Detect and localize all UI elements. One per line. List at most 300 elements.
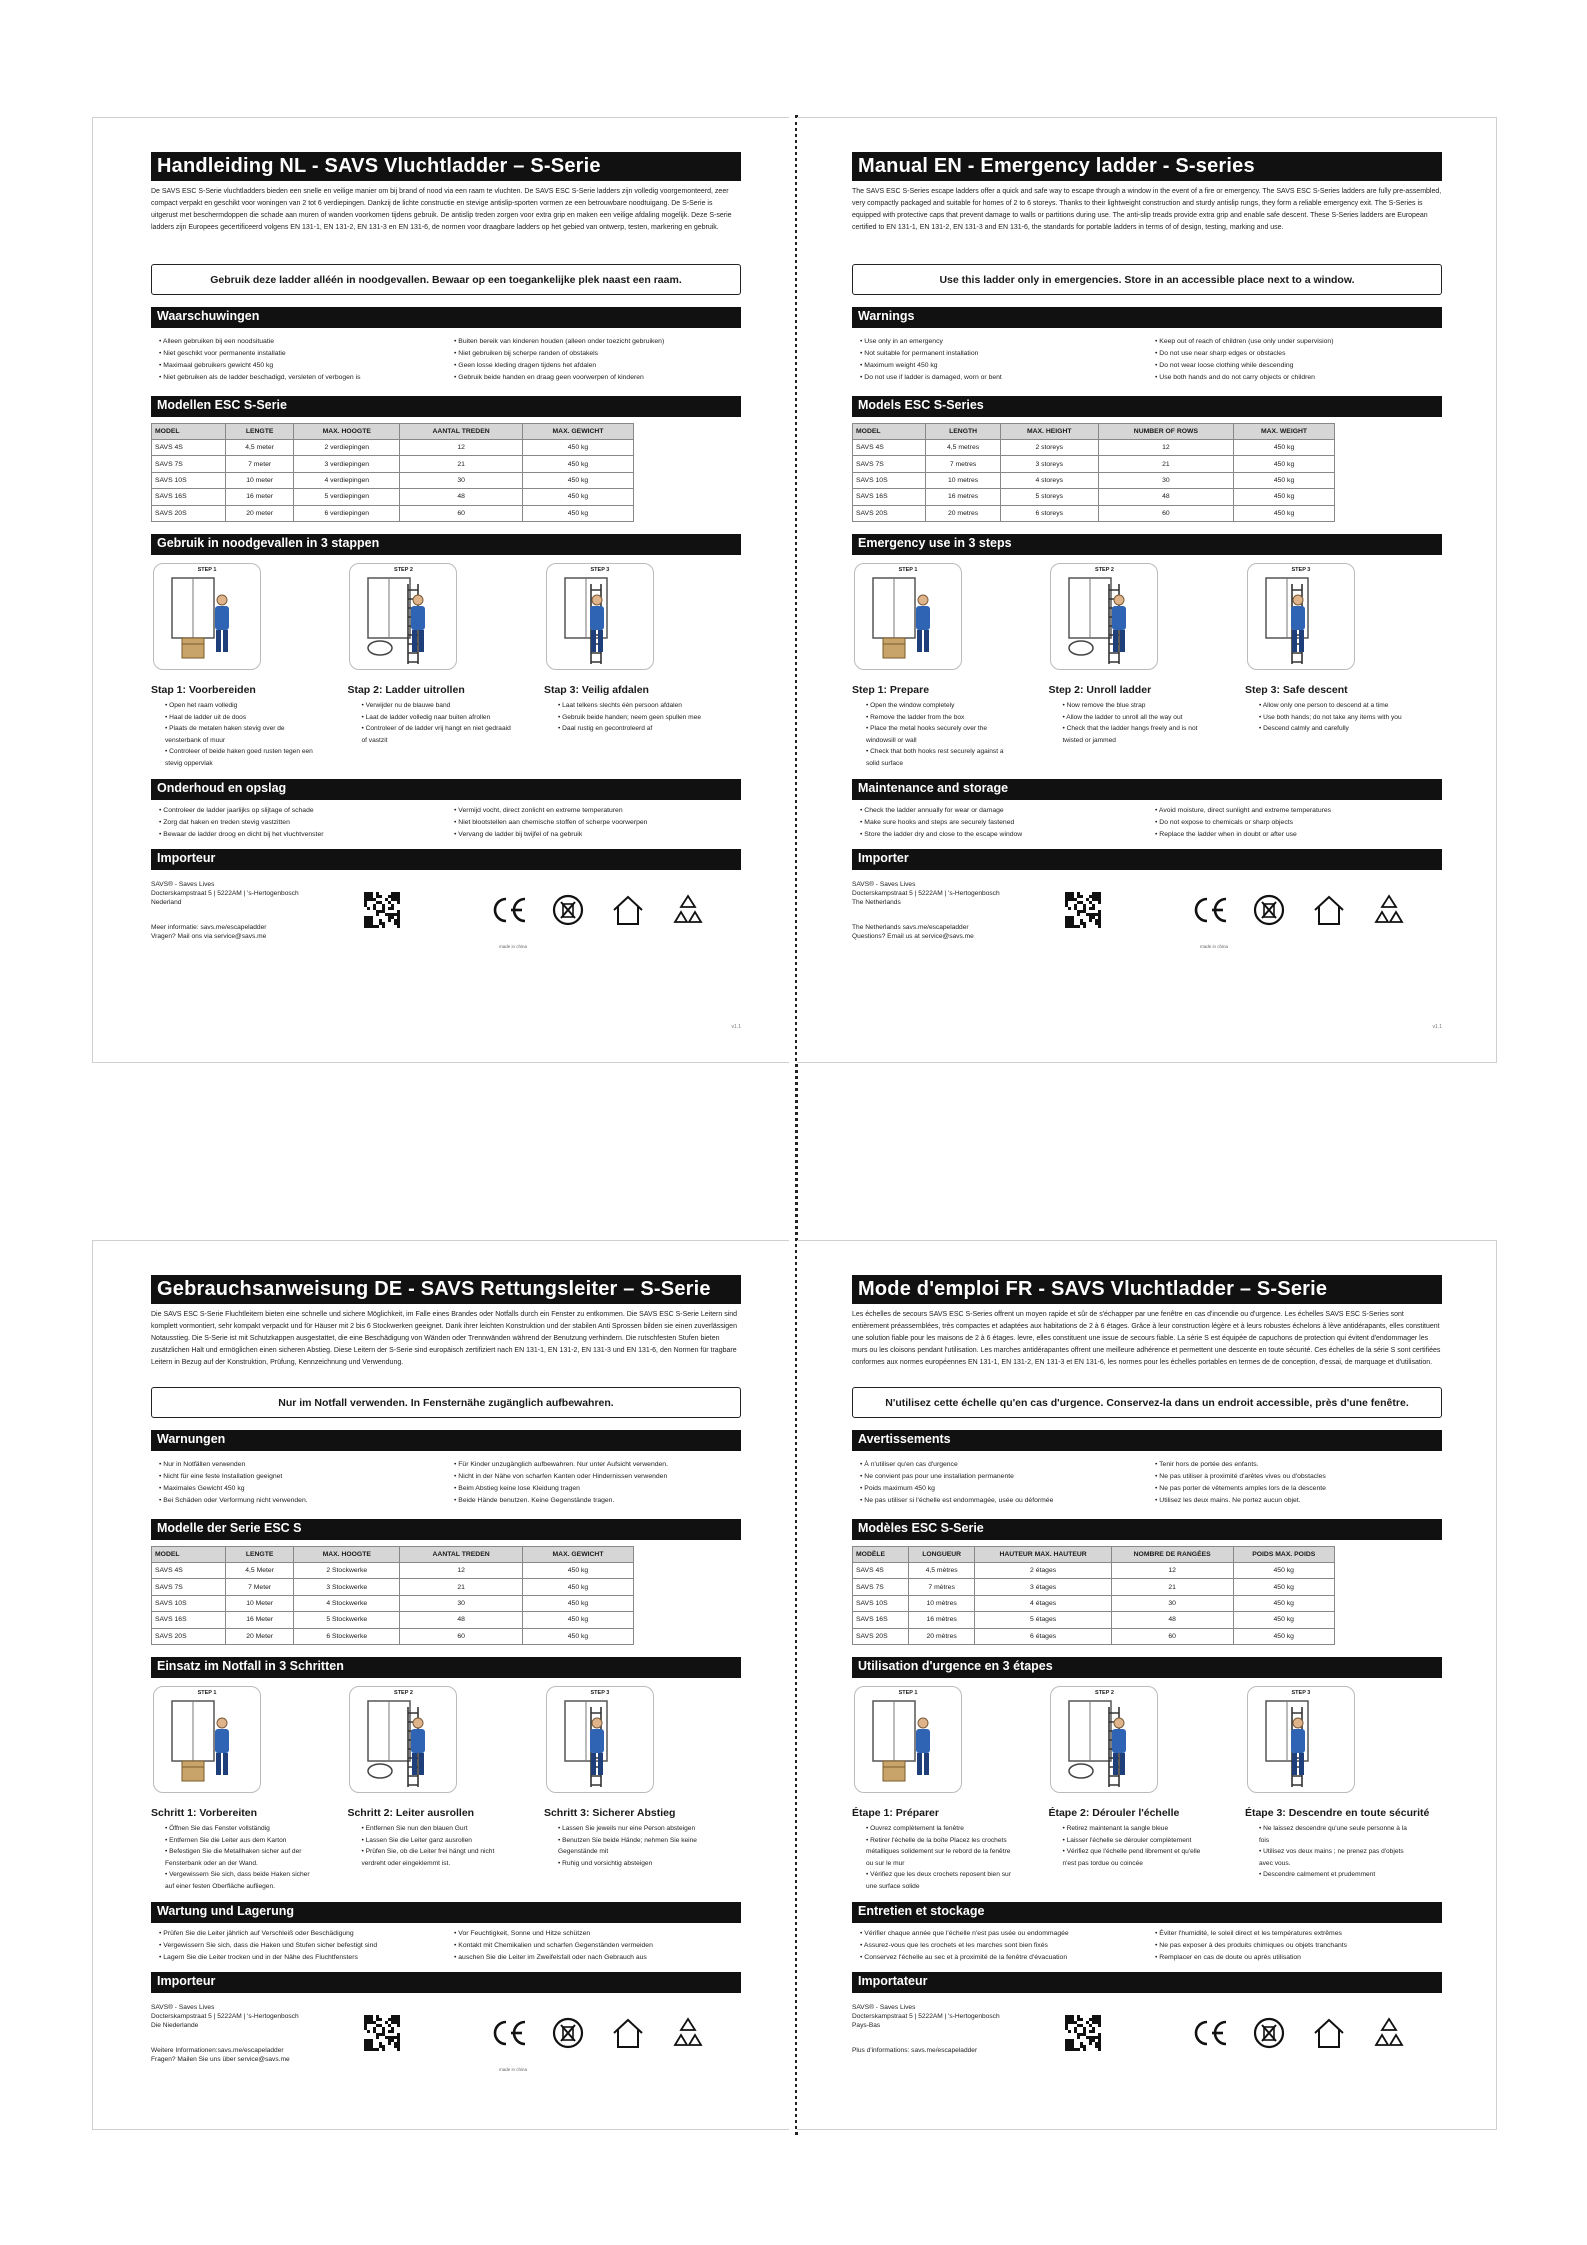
list-item: • Poids maximum 450 kg: [860, 1483, 1147, 1495]
models-heading: Modellen ESC S-Serie: [151, 396, 741, 417]
page-title: Gebrauchsanweisung DE - SAVS Rettungsleiter – S-Serie: [151, 1275, 741, 1304]
table-cell: SAVS 4S: [152, 440, 226, 456]
notice-box: Nur im Notfall verwenden. In Fensternähe zugänglich aufbewahren.: [151, 1387, 741, 1418]
table-header: MAX. GEWICHT: [522, 1547, 633, 1563]
table-cell: SAVS 4S: [853, 1563, 909, 1579]
step-instruction: • Prüfen Sie, ob die Leiter frei hängt und nicht verdreht oder eingeklemmt ist.: [361, 1846, 511, 1869]
step-title: Step 1: Prepare: [852, 683, 930, 696]
table-row: [853, 1563, 1335, 1579]
step-instruction: • Use both hands; do not take any items with you: [1259, 712, 1409, 724]
step-number-label: STEP 2: [394, 566, 413, 573]
step-number-label: STEP 1: [898, 566, 918, 573]
made-in-label: made in china: [499, 2066, 528, 2072]
table-cell: 16 Meter: [225, 1612, 293, 1628]
table-cell: 450 kg: [1233, 1612, 1335, 1628]
table-row: [853, 456, 1335, 472]
step-instruction: • Ruhig und vorsichtig absteigen: [558, 1858, 708, 1870]
table-cell: 10 mètres: [908, 1595, 974, 1611]
list-item: • Zorg dat haken en treden stevig vastzitten: [159, 817, 446, 829]
table-cell: 48: [1111, 1612, 1233, 1628]
list-item: • Maximaal gebruikers gewicht 450 kg: [159, 360, 446, 372]
table-cell: 450 kg: [1234, 440, 1335, 456]
text-line: SAVS® - Saves Lives: [151, 2003, 215, 2011]
page-title: Handleiding NL - SAVS Vluchtladder – S-Serie: [151, 152, 741, 181]
list-item: • Bewaar de ladder droog en dicht bij het vluchtvenster: [159, 829, 446, 841]
recycle-icon: [1370, 892, 1408, 928]
intro-text: Les échelles de secours SAVS ESC S-Series offrent un moyen rapide et sûr de s'échapper par une fenêtre en cas d'incendie ou d'urgence. Les échelles SAVS ESC S-Series sont entièrement préassemblées, très compactes et adaptées aux habitations de 2 à 6 étages. Grâce à leur construction légère et à leurs robustes échelons à lève antidérapants, elles constituent une solution fiable pour les maisons de 2 à 6 étages. levre, elles constituent une issue de secours fiable. La série S est équipée de capuchons de protection qui évitent d'endommager les murs ou les cloisons pendant l'utilisation. Les marches antidérapantes offrent une meilleure adhérence et permettent une descente en toute sécurité. Ces échelles de la série S sont certifiées conformes aux normes européennes EN 131-1, EN 131-2, EN 131-3 et EN 131-6, les normes pour les échelles portables en termes de de conception, d'essai, de marquage et d'utilisation.: [852, 1311, 1441, 1366]
table-cell: 16 meter: [225, 489, 293, 505]
table-row: [152, 1612, 634, 1628]
list-item: • Éviter l'humidité, le soleil direct et les températures extrêmes: [1155, 1928, 1442, 1940]
maintenance-heading: Maintenance and storage: [852, 779, 1442, 800]
step-number-label: STEP 3: [1291, 566, 1311, 573]
list-item: • Do not use if ladder is damaged, worn or bent: [860, 372, 1147, 384]
step-instruction: • Check that the ladder hangs freely and is not twisted or jammed: [1062, 723, 1212, 746]
table-cell: 5 Stockwerke: [294, 1612, 400, 1628]
table-row: [152, 1563, 634, 1579]
list-item: • Do not wear loose clothing while descending: [1155, 360, 1442, 372]
step-1: [852, 563, 1048, 773]
table-header: AANTAL TREDEN: [400, 1547, 523, 1563]
table-cell: 450 kg: [522, 440, 633, 456]
step-instruction: • Controleer of de ladder vrij hangt en niet gedraaid of vastzit: [361, 723, 511, 746]
steps-heading: Einsatz im Notfall in 3 Schritten: [151, 1657, 741, 1678]
text-line: Weitere Informationen:savs.me/escapeladder: [151, 2046, 284, 2054]
list-item: • Nur in Notfällen verwenden: [159, 1459, 446, 1471]
step-instruction: • Descendre calmement et prudemment: [1259, 1869, 1409, 1881]
table-cell: SAVS 10S: [152, 1595, 226, 1611]
list-item: • Tenir hors de portée des enfants.: [1155, 1459, 1442, 1471]
table-header: MAX. HOOGTE: [294, 1547, 400, 1563]
step-instruction: • Daal rustig en gecontroleerd af: [558, 723, 708, 735]
table-cell: 2 storeys: [1000, 440, 1098, 456]
table-cell: SAVS 4S: [152, 1563, 226, 1579]
table-row: [152, 1628, 634, 1644]
table-cell: 450 kg: [1234, 505, 1335, 521]
importer-block: [151, 880, 741, 1030]
table-cell: 2 étages: [975, 1563, 1111, 1579]
table-cell: 60: [400, 505, 523, 521]
list-item: • Vergewissern Sie sich, dass die Haken und Stufen sicher befestigt sind: [159, 1940, 446, 1952]
made-in-label: made in china: [1200, 943, 1229, 949]
step-2: [347, 563, 543, 773]
list-item: • Alleen gebruiken bij een noodsituatie: [159, 336, 446, 348]
step-instruction: • Benutzen Sie beide Hände; nehmen Sie keine Gegenstände mit: [558, 1835, 708, 1858]
step-instruction: • Plaats de metalen haken stevig over de vensterbank of muur: [165, 723, 315, 746]
manual-page-1: [92, 117, 789, 1063]
text-line: Die Niederlande: [151, 2021, 199, 2029]
list-item: • Replace the ladder when in doubt or after use: [1155, 829, 1442, 841]
list-item: • Maximales Gewicht 450 kg: [159, 1483, 446, 1495]
importer-heading: Importateur: [852, 1972, 1442, 1993]
table-cell: 21: [400, 1579, 523, 1595]
table-cell: 12: [400, 1563, 523, 1579]
table-row: [152, 1595, 634, 1611]
table-cell: 60: [1098, 505, 1233, 521]
weee-recycling-icon: [1250, 892, 1288, 928]
intro-text: De SAVS ESC S-Serie vluchtladders bieden een snelle en veilige manier om bij brand of nood via een raam te vluchten. De SAVS ESC S-Serie ladders zijn volledig voorgemonteerd, zeer compact verpakt en geschikt voor woningen van 2 tot 6 verdiepingen. Dankzij de lichte constructie en stevige antislip-sporten vormen ze een betrouwbare noodtuigang. De S-Serie is uitgerust met beschermdoppen die schade aan muren of wanden voorkomen tijdens gebruik. De antislip treden zorgen voor extra grip en maken een veilige afdaling mogelijk. Deze S-serie ladders zijn Europees gecertificeerd volgens EN 131-1, EN 131-2, EN 131-3 en EN 131-6, de normen voor draagbare ladders op het gebied van ontwerp, testen, markering en gebruik.: [151, 188, 732, 231]
qr-code-icon: [364, 2015, 400, 2051]
step-instruction: • Remove the ladder from the box: [866, 712, 1016, 724]
table-header: MAX. HEIGHT: [1000, 424, 1098, 440]
table-header: LENGTE: [225, 424, 293, 440]
warnings-heading: Waarschuwingen: [151, 307, 741, 328]
table-cell: 450 kg: [1233, 1628, 1335, 1644]
table-cell: SAVS 16S: [853, 1612, 909, 1628]
table-cell: 2 verdiepingen: [294, 440, 400, 456]
list-item: • Controleer de ladder jaarlijks op slijtage of schade: [159, 805, 446, 817]
step-instruction: • Befestigen Sie die Metallhaken sicher auf der Fensterbank oder an der Wand.: [165, 1846, 315, 1869]
step-3: [544, 563, 740, 773]
step-illustration: [153, 1686, 261, 1793]
steps-heading: Gebruik in noodgevallen in 3 stappen: [151, 534, 741, 555]
steps-heading: Emergency use in 3 steps: [852, 534, 1442, 555]
table-row: [152, 1579, 634, 1595]
table-cell: 60: [400, 1628, 523, 1644]
table-cell: 4 étages: [975, 1595, 1111, 1611]
table-header: MODÈLE: [853, 1547, 909, 1563]
table-cell: 4 Stockwerke: [294, 1595, 400, 1611]
table-cell: SAVS 7S: [853, 1579, 909, 1595]
list-item: • Avoid moisture, direct sunlight and extreme temperatures: [1155, 805, 1442, 817]
table-cell: 450 kg: [1233, 1563, 1335, 1579]
notice-box: Gebruik deze ladder alléén in noodgevallen. Bewaar op een toegankelijke plek naast een raam.: [151, 264, 741, 295]
step-instruction: • Ne laissez descendre qu'une seule personne à la fois: [1259, 1823, 1409, 1846]
maintenance-heading: Wartung und Lagerung: [151, 1902, 741, 1923]
table-cell: 20 meter: [225, 505, 293, 521]
step-2: [347, 1686, 543, 1896]
list-item: • À n'utiliser qu'en cas d'urgence: [860, 1459, 1147, 1471]
table-header: POIDS MAX. POIDS: [1233, 1547, 1335, 1563]
table-cell: SAVS 10S: [853, 472, 926, 488]
table-cell: 7 mètres: [908, 1579, 974, 1595]
step-instruction: • Laisser l'échelle se dérouler complètement: [1062, 1835, 1212, 1847]
table-row: [853, 1579, 1335, 1595]
table-header: MAX. WEIGHT: [1234, 424, 1335, 440]
list-item: • Beide Hände benutzen. Keine Gegenstände tragen.: [454, 1495, 741, 1507]
step-instruction: • Öffnen Sie das Fenster vollständig: [165, 1823, 315, 1835]
list-item: • Do not expose to chemicals or sharp objects: [1155, 817, 1442, 829]
list-item: • Für Kinder unzugänglich aufbewahren. Nur unter Aufsicht verwenden.: [454, 1459, 741, 1471]
table-cell: 4 storeys: [1000, 472, 1098, 488]
list-item: • Vervang de ladder bij twijfel of na gebruik: [454, 829, 741, 841]
list-item: • Vermijd vocht, direct zonlicht en extreme temperaturen: [454, 805, 741, 817]
table-cell: 7 Meter: [225, 1579, 293, 1595]
table-cell: 450 kg: [522, 1628, 633, 1644]
step-illustration: [854, 1686, 962, 1793]
step-title: Étape 3: Descendre en toute sécurité: [1244, 1806, 1430, 1819]
table-cell: 3 storeys: [1000, 456, 1098, 472]
step-instruction: • Ouvrez complètement la fenêtre: [866, 1823, 1016, 1835]
table-row: [853, 472, 1335, 488]
step-illustration: [349, 563, 457, 670]
step-instruction: • Check that both hooks rest securely against a solid surface: [866, 746, 1016, 769]
step-title: Schritt 1: Vorbereiten: [151, 1806, 257, 1819]
step-instruction: • Lassen Sie die Leiter ganz ausrollen: [361, 1835, 511, 1847]
step-instruction: • Gebruik beide handen; neem geen spullen mee: [558, 712, 708, 724]
step-number-label: STEP 3: [590, 566, 610, 573]
table-cell: SAVS 16S: [152, 489, 226, 505]
table-row: [853, 440, 1335, 456]
intro-text: Die SAVS ESC S-Serie Fluchtleitern bieten eine schnelle und sichere Möglichkeit, im Falle eines Brandes oder Notfalls durch ein Fenster zu entkommen. Die SAVS ESC S-Serie Leitern sind komplett vormontiert, sehr kompakt verpackt und für Häuser mit 2 bis 6 Stockwerken geeignet. Dank ihrer leichten Konstruktion und der stabilen Anti Sprossen bilden sie einen zuverlässigen Notausstieg. Die S-Serie ist mit Schutzkappen ausgestattet, die eine Beschädigung von Wänden oder Trennwänden während der Benutzung verhindern. Die rutschfesten Stufen bieten zusätzlichen Halt und ermöglichen einen sicheren Abstieg. Diese Leitern der S-Serie sind europäisch zertifiziert nach EN 131-1, EN 131-2, EN 131-3 und EN 131-6, den Normen für tragbare Leitern in Bezug auf der Konstruktion, Prüfung, Kennzeichnung und Verwendung.: [151, 1311, 738, 1366]
importer-block: [852, 880, 1442, 1030]
step-2: [1048, 1686, 1244, 1896]
recycle-icon: [669, 892, 707, 928]
step-title: Étape 1: Préparer: [852, 1806, 939, 1819]
text-line: SAVS® - Saves Lives: [151, 880, 215, 888]
table-cell: 20 Meter: [225, 1628, 293, 1644]
list-item: • Do not use near sharp edges or obstacles: [1155, 348, 1442, 360]
step-instruction: • Vérifiez que l'échelle pend librement et qu'elle n'est pas tordue ou coincée: [1062, 1846, 1212, 1869]
table-header: MAX. GEWICHT: [522, 424, 633, 440]
indoor-use-icon: [1310, 892, 1348, 928]
weee-recycling-icon: [549, 892, 587, 928]
indoor-use-icon: [609, 2015, 647, 2051]
table-cell: 450 kg: [522, 456, 633, 472]
table-cell: 10 meter: [225, 472, 293, 488]
list-item: • Remplacer en cas de doute ou après utilisation: [1155, 1952, 1442, 1964]
table-cell: SAVS 16S: [152, 1612, 226, 1628]
list-item: • Not suitable for permanent installation: [860, 348, 1147, 360]
models-table: [852, 423, 1335, 522]
recycle-icon: [669, 2015, 707, 2051]
ce-mark-icon: [1190, 2015, 1228, 2051]
step-title: Stap 3: Veilig afdalen: [543, 683, 649, 696]
steps-row: [151, 1686, 741, 1896]
table-cell: 450 kg: [522, 489, 633, 505]
table-cell: 48: [400, 1612, 523, 1628]
step-number-label: STEP 2: [1095, 1689, 1114, 1696]
table-cell: SAVS 10S: [152, 472, 226, 488]
weee-recycling-icon: [1250, 2015, 1288, 2051]
list-item: • Check the ladder annually for wear or damage: [860, 805, 1147, 817]
models-table: [852, 1546, 1335, 1645]
models-heading: Modelle der Serie ESC S: [151, 1519, 741, 1540]
list-item: • auschen Sie die Leiter im Zweifelsfall oder nach Gebrauch aus: [454, 1952, 741, 1964]
list-item: • Prüfen Sie die Leiter jährlich auf Verschleiß oder Beschädigung: [159, 1928, 446, 1940]
step-1: [151, 563, 347, 773]
notice-box: Use this ladder only in emergencies. Store in an accessible place next to a window.: [852, 264, 1442, 295]
list-item: • Bei Schäden oder Verformung nicht verwenden.: [159, 1495, 446, 1507]
importer-block: [151, 2003, 741, 2103]
table-cell: 450 kg: [1234, 489, 1335, 505]
table-cell: 5 verdiepingen: [294, 489, 400, 505]
table-cell: 48: [400, 489, 523, 505]
table-cell: 3 étages: [975, 1579, 1111, 1595]
list-item: • Assurez-vous que les crochets et les marches sont bien fixés: [860, 1940, 1147, 1952]
models-heading: Modèles ESC S-Serie: [852, 1519, 1442, 1540]
table-cell: SAVS 16S: [853, 489, 926, 505]
table-row: [853, 1628, 1335, 1644]
table-cell: 21: [400, 456, 523, 472]
ce-mark-icon: [1190, 892, 1228, 928]
table-row: [152, 440, 634, 456]
step-illustration: [1247, 563, 1355, 670]
table-header: LENGTE: [225, 1547, 293, 1563]
list-item: • Vérifier chaque année que l'échelle n'est pas usée ou endommagée: [860, 1928, 1147, 1940]
table-row: [152, 505, 634, 521]
warnings-list: [852, 336, 1442, 384]
text-line: The Netherlands savs.me/escapeladder: [852, 923, 969, 931]
table-cell: 450 kg: [522, 1579, 633, 1595]
table-cell: SAVS 7S: [152, 1579, 226, 1595]
step-instruction: • Laat telkens slechts één persoon afdalen: [558, 700, 708, 712]
intro-text: The SAVS ESC S-Series escape ladders offer a quick and safe way to escape through a window in the event of a fire or emergency. The SAVS ESC S-Series ladders are fully pre-assembled, very compactly packaged and suitable for homes of 2 to 6 storeys. Thanks to their lightweight construction and sturdy antislip rungs, they form a reliable emergency exit. The S-Series is equipped with protective caps that prevent damage to walls or partitions during use. The anti-slip treads provide extra grip and enable safe descent. These S-Series ladders are European certified to EN 131-1, EN 131-2, EN 131-3 and EN 131-6, the standards for portable ladders in terms of of design, testing, marking and use.: [852, 188, 1442, 231]
table-row: [853, 505, 1335, 521]
warnings-list: [151, 336, 741, 384]
list-item: • Ne pas porter de vêtements amples lors de la descente: [1155, 1483, 1442, 1495]
step-instruction: • Open the window completely: [866, 700, 1016, 712]
step-illustration: [1050, 1686, 1158, 1793]
step-illustration: [1247, 1686, 1355, 1793]
table-cell: 6 étages: [975, 1628, 1111, 1644]
list-item: • Ne pas exposer à des produits chimiques ou objets tranchants: [1155, 1940, 1442, 1952]
step-title: Schritt 3: Sicherer Abstieg: [543, 1806, 676, 1819]
step-instruction: • Laat de ladder volledig naar buiten afrollen: [361, 712, 511, 724]
step-instruction: • Retirez maintenant la sangle bleue: [1062, 1823, 1212, 1835]
text-line: Plus d'informations: savs.me/escapeladder: [852, 2046, 978, 2054]
step-instruction: • Utilisez vos deux mains ; ne prenez pas d'objets avec vous.: [1259, 1846, 1409, 1869]
table-cell: SAVS 4S: [853, 440, 926, 456]
version-label: v1.1: [1432, 1023, 1442, 1030]
table-header: MODEL: [853, 424, 926, 440]
list-item: • Lagern Sie die Leiter trocken und in der Nähe des Fluchtfensters: [159, 1952, 446, 1964]
step-instruction: • Entfernen Sie nun den blauen Gurt: [361, 1823, 511, 1835]
table-cell: SAVS 10S: [853, 1595, 909, 1611]
list-item: • Ne pas utiliser à proximité d'arêtes vives ou d'obstacles: [1155, 1471, 1442, 1483]
step-instruction: • Entfernen Sie die Leiter aus dem Karton: [165, 1835, 315, 1847]
list-item: • Use only in an emergency: [860, 336, 1147, 348]
list-item: • Vor Feuchtigkeit, Sonne und Hitze schützen: [454, 1928, 741, 1940]
table-cell: 10 Meter: [225, 1595, 293, 1611]
step-2: [1048, 563, 1244, 773]
step-title: Step 2: Unroll ladder: [1048, 683, 1152, 696]
table-header: MODEL: [152, 424, 226, 440]
table-cell: 450 kg: [1234, 472, 1335, 488]
step-instruction: • Allow only one person to descend at a time: [1259, 700, 1409, 712]
table-cell: 3 verdiepingen: [294, 456, 400, 472]
step-1: [852, 1686, 1048, 1896]
list-item: • Geen losse kleding dragen tijdens het afdalen: [454, 360, 741, 372]
manual-page-4: [797, 1240, 1497, 2130]
table-row: [853, 489, 1335, 505]
list-item: • Buiten bereik van kinderen houden (alleen onder toezicht gebruiken): [454, 336, 741, 348]
table-cell: 4,5 metres: [926, 440, 1000, 456]
list-item: • Conservez l'échelle au sec et à proximité de la fenêtre d'évacuation: [860, 1952, 1147, 1964]
step-title: Step 3: Safe descent: [1244, 683, 1348, 696]
table-header: MODEL: [152, 1547, 226, 1563]
list-item: • Niet geschikt voor permanente installatie: [159, 348, 446, 360]
step-1: [151, 1686, 347, 1896]
list-item: • Niet blootstellen aan chemische stoffen of scherpe voorwerpen: [454, 817, 741, 829]
warnings-heading: Warnings: [852, 307, 1442, 328]
ce-mark-icon: [489, 2015, 527, 2051]
step-title: Étape 2: Dérouler l'échelle: [1048, 1806, 1180, 1819]
table-header: NOMBRE DE RANGÉES: [1111, 1547, 1233, 1563]
table-cell: SAVS 7S: [853, 456, 926, 472]
text-line: SAVS® - Saves Lives: [852, 2003, 916, 2011]
table-row: [152, 472, 634, 488]
text-line: SAVS® - Saves Lives: [852, 880, 916, 888]
notice-box: N'utilisez cette échelle qu'en cas d'urgence. Conservez-la dans un endroit accessible, près d'une fenêtre.: [852, 1387, 1442, 1418]
step-instruction: • Controleer of beide haken goed rusten tegen een stevig oppervlak: [165, 746, 315, 769]
steps-row: [151, 563, 741, 773]
step-title: Stap 2: Ladder uitrollen: [347, 683, 465, 696]
table-cell: 20 mètres: [908, 1628, 974, 1644]
text-line: Pays-Bas: [852, 2021, 881, 2029]
list-item: • Nicht für eine feste Installation geeignet: [159, 1471, 446, 1483]
table-cell: 48: [1098, 489, 1233, 505]
table-cell: 30: [400, 1595, 523, 1611]
maintenance-list: [151, 1928, 741, 1964]
step-number-label: STEP 1: [197, 1689, 217, 1696]
warnings-list: [852, 1459, 1442, 1507]
warnings-heading: Avertissements: [852, 1430, 1442, 1451]
table-cell: 30: [400, 472, 523, 488]
list-item: • Gebruik beide handen en draag geen voorwerpen of kinderen: [454, 372, 741, 384]
maintenance-list: [151, 805, 741, 841]
steps-row: [852, 563, 1442, 773]
step-instruction: • Descend calmly and carefully: [1259, 723, 1409, 735]
table-cell: 450 kg: [522, 505, 633, 521]
qr-code-icon: [364, 892, 400, 928]
step-number-label: STEP 1: [197, 566, 217, 573]
manual-page-2: [797, 117, 1497, 1063]
step-instruction: • Allow the ladder to unroll all the way out: [1062, 712, 1212, 724]
indoor-use-icon: [1310, 2015, 1348, 2051]
table-cell: 12: [1098, 440, 1233, 456]
table-cell: 4,5 meter: [225, 440, 293, 456]
step-3: [544, 1686, 740, 1896]
steps-row: [852, 1686, 1442, 1896]
table-cell: 450 kg: [522, 1612, 633, 1628]
step-instruction: • Vérifiez que les deux crochets reposent bien sur une surface solide: [866, 1869, 1016, 1892]
text-line: Questions? Email us at service@savs.me: [852, 932, 974, 940]
maintenance-list: [852, 1928, 1442, 1964]
maintenance-heading: Onderhoud en opslag: [151, 779, 741, 800]
list-item: • Utilisez les deux mains. Ne portez aucun objet.: [1155, 1495, 1442, 1507]
text-line: Docterskampstraat 5 | 5222AM | 's-Hertogenbosch: [852, 2012, 1000, 2020]
list-item: • Beim Abstieg keine lose Kleidung tragen: [454, 1483, 741, 1495]
step-instruction: • Retirer l'échelle de la boîte Placez les crochets métalliques solidement sur le rebord de la fenêtre ou sur le mur: [866, 1835, 1016, 1870]
list-item: • Store the ladder dry and close to the escape window: [860, 829, 1147, 841]
ce-mark-icon: [489, 892, 527, 928]
table-header: LONGUEUR: [908, 1547, 974, 1563]
table-cell: 450 kg: [522, 472, 633, 488]
table-cell: 7 meter: [225, 456, 293, 472]
table-cell: 450 kg: [522, 1563, 633, 1579]
maintenance-heading: Entretien et stockage: [852, 1902, 1442, 1923]
step-instruction: • Vergewissern Sie sich, dass beide Haken sicher auf einer festen Oberfläche aufliegen.: [165, 1869, 315, 1892]
manual-page-3: [92, 1240, 789, 2130]
step-instruction: • Now remove the blue strap: [1062, 700, 1212, 712]
table-row: [152, 456, 634, 472]
list-item: • Ne convient pas pour une installation permanente: [860, 1471, 1147, 1483]
step-3: [1245, 1686, 1441, 1896]
table-header: HAUTEUR MAX. HAUTEUR: [975, 1547, 1111, 1563]
warnings-list: [151, 1459, 741, 1507]
step-instruction: • Open het raam volledig: [165, 700, 315, 712]
step-number-label: STEP 2: [1095, 566, 1114, 573]
step-3: [1245, 563, 1441, 773]
table-header: AANTAL TREDEN: [400, 424, 523, 440]
step-title: Schritt 2: Leiter ausrollen: [347, 1806, 475, 1819]
table-cell: 30: [1098, 472, 1233, 488]
table-cell: 60: [1111, 1628, 1233, 1644]
table-cell: 12: [1111, 1563, 1233, 1579]
text-line: Docterskampstraat 5 | 5222AM | 's-Hertogenbosch: [151, 889, 299, 897]
table-cell: 5 étages: [975, 1612, 1111, 1628]
